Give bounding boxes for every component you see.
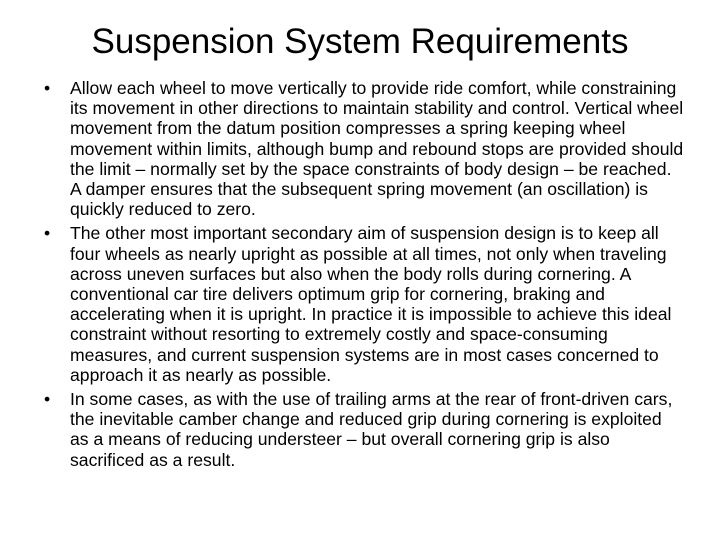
bullet-text: The other most important secondary aim of suspension design is to keep all four wheels as nearly upright as possible at all times, not only when traveling across uneven surfaces but also when the body rolls during cornering. A conventional car tire delivers optimum grip for cornering, braking and accelerating when it is upright. In practice it is impossible to achieve this ideal constraint without resorting to extremely costly and space-consuming measures, and current suspension systems are in most cases concerned to approach it as nearly as possible. [70,223,672,385]
bullet-icon: • [44,223,51,244]
bullet-icon: • [44,78,51,98]
bullet-item [44,223,684,385]
bullet-list [44,78,684,474]
bullet-text: In some cases, as with the use of trailing arms at the rear of front-driven cars, the inevitable camber change and reduced grip during cornering is exploited as a means of reducing understeer – but overall cornering grip is also sacrificed as a result. [70,389,673,470]
bullet-text: Allow each wheel to move vertically to provide ride comfort, while constraining its movement in other directions to maintain stability and control. Vertical wheel movement from the datum position compresses a spring keeping wheel movement within limits, although bump and rebound stops are provided should the limit – normally set by the space constraints of body design – be reached. A damper ensures that the subsequent spring movement (an oscillation) is quickly reduced to zero. [70,78,684,220]
bullet-item [44,389,684,470]
slide-title: Suspension System Requirements [91,22,629,61]
bullet-icon: • [44,389,51,410]
bullet-item [44,78,684,219]
